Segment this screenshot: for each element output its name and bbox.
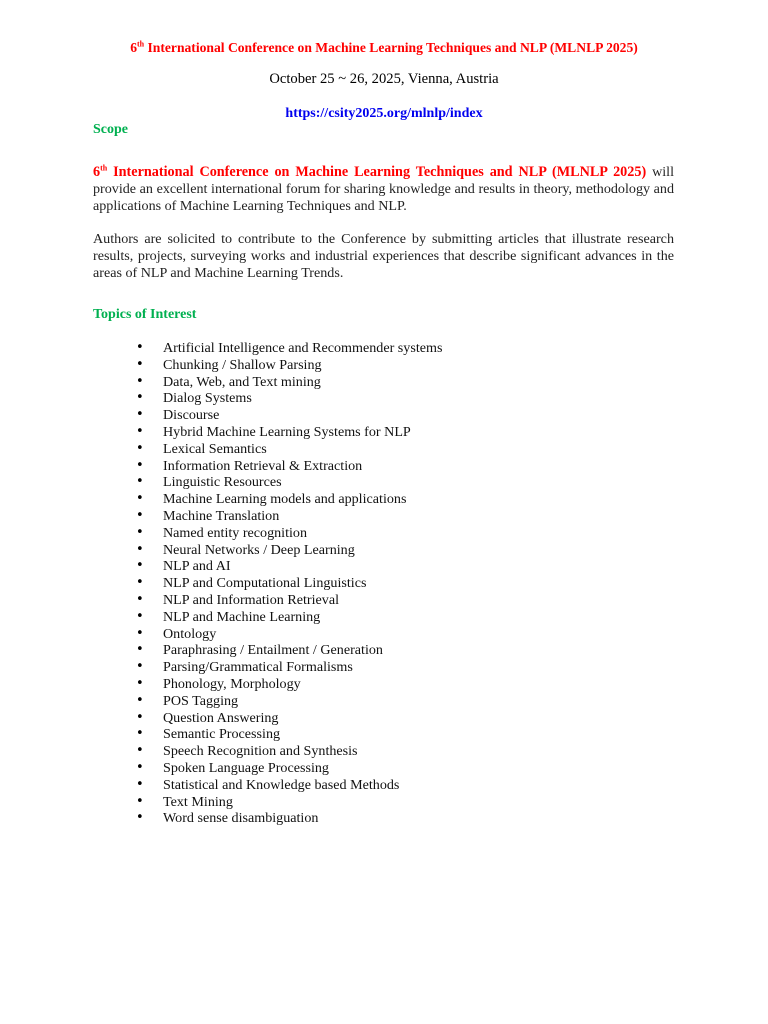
topic-label: Text Mining (163, 793, 233, 810)
list-item (93, 777, 442, 794)
list-item (93, 743, 442, 760)
scope-lead-title (93, 164, 646, 180)
topic-label: Machine Learning models and applications (163, 491, 407, 508)
list-item (93, 474, 442, 491)
bullet-icon: • (136, 575, 144, 591)
topic-label: Question Answering (163, 709, 279, 726)
list-item (93, 542, 442, 559)
list-item (93, 659, 442, 676)
title-ordinal-number: 6 (130, 40, 137, 55)
topic-label: NLP and Machine Learning (163, 608, 321, 625)
topic-label: Lexical Semantics (163, 440, 267, 457)
list-item (93, 340, 442, 357)
scope-heading: Scope (93, 122, 128, 137)
list-item (93, 491, 442, 508)
topic-label: Named entity recognition (163, 524, 308, 541)
bullet-icon: • (136, 726, 144, 742)
topic-label: NLP and AI (163, 558, 231, 575)
list-item (93, 609, 442, 626)
scope-paragraph-2: Authors are solicited to contribute to the Conference by submitting articles that illustrate research results, projects, surveying works and industrial experiences that describe significant advances in the areas of NLP and Machine Learning Trends. (93, 231, 674, 281)
topic-label: Artificial Intelligence and Recommender systems (163, 340, 443, 356)
bullet-icon: • (136, 558, 144, 574)
bullet-icon: • (136, 491, 144, 507)
lead-ordinal-suffix: th (100, 163, 108, 173)
list-item (93, 407, 442, 424)
bullet-icon: • (136, 507, 144, 523)
bullet-icon: • (136, 743, 144, 759)
list-item (93, 357, 442, 374)
bullet-icon: • (136, 474, 144, 490)
topic-label: Neural Networks / Deep Learning (163, 541, 355, 558)
topic-label: Data, Web, and Text mining (163, 373, 321, 390)
topic-label: Word sense disambiguation (163, 810, 319, 827)
bullet-icon: • (136, 759, 144, 775)
bullet-icon: • (136, 675, 144, 691)
list-item (93, 794, 442, 811)
list-item (93, 810, 442, 827)
date-location: October 25 ~ 26, 2025, Vienna, Austria (269, 71, 499, 87)
topic-label: NLP and Information Retrieval (163, 591, 339, 608)
topic-label: Hybrid Machine Learning Systems for NLP (163, 423, 411, 440)
list-item (93, 592, 442, 609)
list-item (93, 760, 442, 777)
topic-label: POS Tagging (163, 692, 239, 709)
topic-label: Chunking / Shallow Parsing (163, 356, 322, 373)
topics-list (93, 340, 442, 827)
bullet-icon: • (136, 423, 144, 439)
bullet-icon: • (136, 591, 144, 607)
list-item (93, 525, 442, 542)
bullet-icon: • (136, 356, 144, 372)
bullet-icon: • (136, 625, 144, 641)
topic-label: Ontology (163, 625, 217, 642)
bullet-icon: • (136, 776, 144, 792)
bullet-icon: • (136, 659, 144, 675)
bullet-icon: • (136, 608, 144, 624)
bullet-icon: • (136, 407, 144, 423)
list-item (93, 726, 442, 743)
bullet-icon: • (136, 524, 144, 540)
topic-label: Phonology, Morphology (163, 675, 301, 692)
title-text: International Conference on Machine Learning Techniques and NLP (MLNLP 2025) (144, 40, 638, 55)
list-item (93, 575, 442, 592)
list-item (93, 374, 442, 391)
list-item (93, 441, 442, 458)
lead-title-text: International Conference on Machine Learning Techniques and NLP (MLNLP 2025) (107, 164, 647, 180)
bullet-icon: • (136, 340, 144, 355)
topic-label: Statistical and Knowledge based Methods (163, 776, 400, 793)
bullet-icon: • (136, 390, 144, 406)
topics-heading: Topics of Interest (93, 307, 197, 322)
bullet-icon: • (136, 692, 144, 708)
list-item (93, 424, 442, 441)
list-item (93, 693, 442, 710)
bullet-icon: • (136, 793, 144, 809)
list-item (93, 642, 442, 659)
topic-label: Semantic Processing (163, 726, 281, 743)
list-item (93, 390, 442, 407)
topic-label: NLP and Computational Linguistics (163, 575, 367, 592)
list-item (93, 508, 442, 525)
topic-label: Discourse (163, 407, 220, 424)
topic-label: Dialog Systems (163, 390, 252, 407)
topic-label: Parsing/Grammatical Formalisms (163, 659, 353, 676)
topic-label: Speech Recognition and Synthesis (163, 743, 358, 760)
topic-label: Information Retrieval & Extraction (163, 457, 363, 474)
bullet-icon: • (136, 373, 144, 389)
scope-paragraph-1-text: will provide an excellent international forum for sharing knowledge and results in theory, methodology and applications of Machine Learning Techniques and NLP. (93, 164, 675, 214)
bullet-icon: • (136, 541, 144, 557)
bullet-icon: • (136, 709, 144, 725)
list-item (93, 676, 442, 693)
bullet-icon: • (136, 642, 144, 658)
conference-url-link[interactable]: https://csity2025.org/mlnlp/index (285, 106, 483, 121)
list-item (93, 626, 442, 643)
bullet-icon: • (136, 440, 144, 456)
list-item (93, 458, 442, 475)
list-item (93, 710, 442, 727)
scope-paragraph-1 (93, 164, 674, 214)
bullet-icon: • (136, 457, 144, 473)
topic-label: Spoken Language Processing (163, 759, 329, 776)
conference-title (93, 40, 675, 56)
topic-label: Machine Translation (163, 507, 280, 524)
bullet-icon: • (136, 810, 144, 826)
title-ordinal-suffix: th (136, 39, 145, 49)
list-item (93, 558, 442, 575)
lead-ordinal-number: 6 (93, 164, 101, 180)
topic-label: Paraphrasing / Entailment / Generation (163, 642, 383, 659)
topic-label: Linguistic Resources (163, 474, 282, 491)
